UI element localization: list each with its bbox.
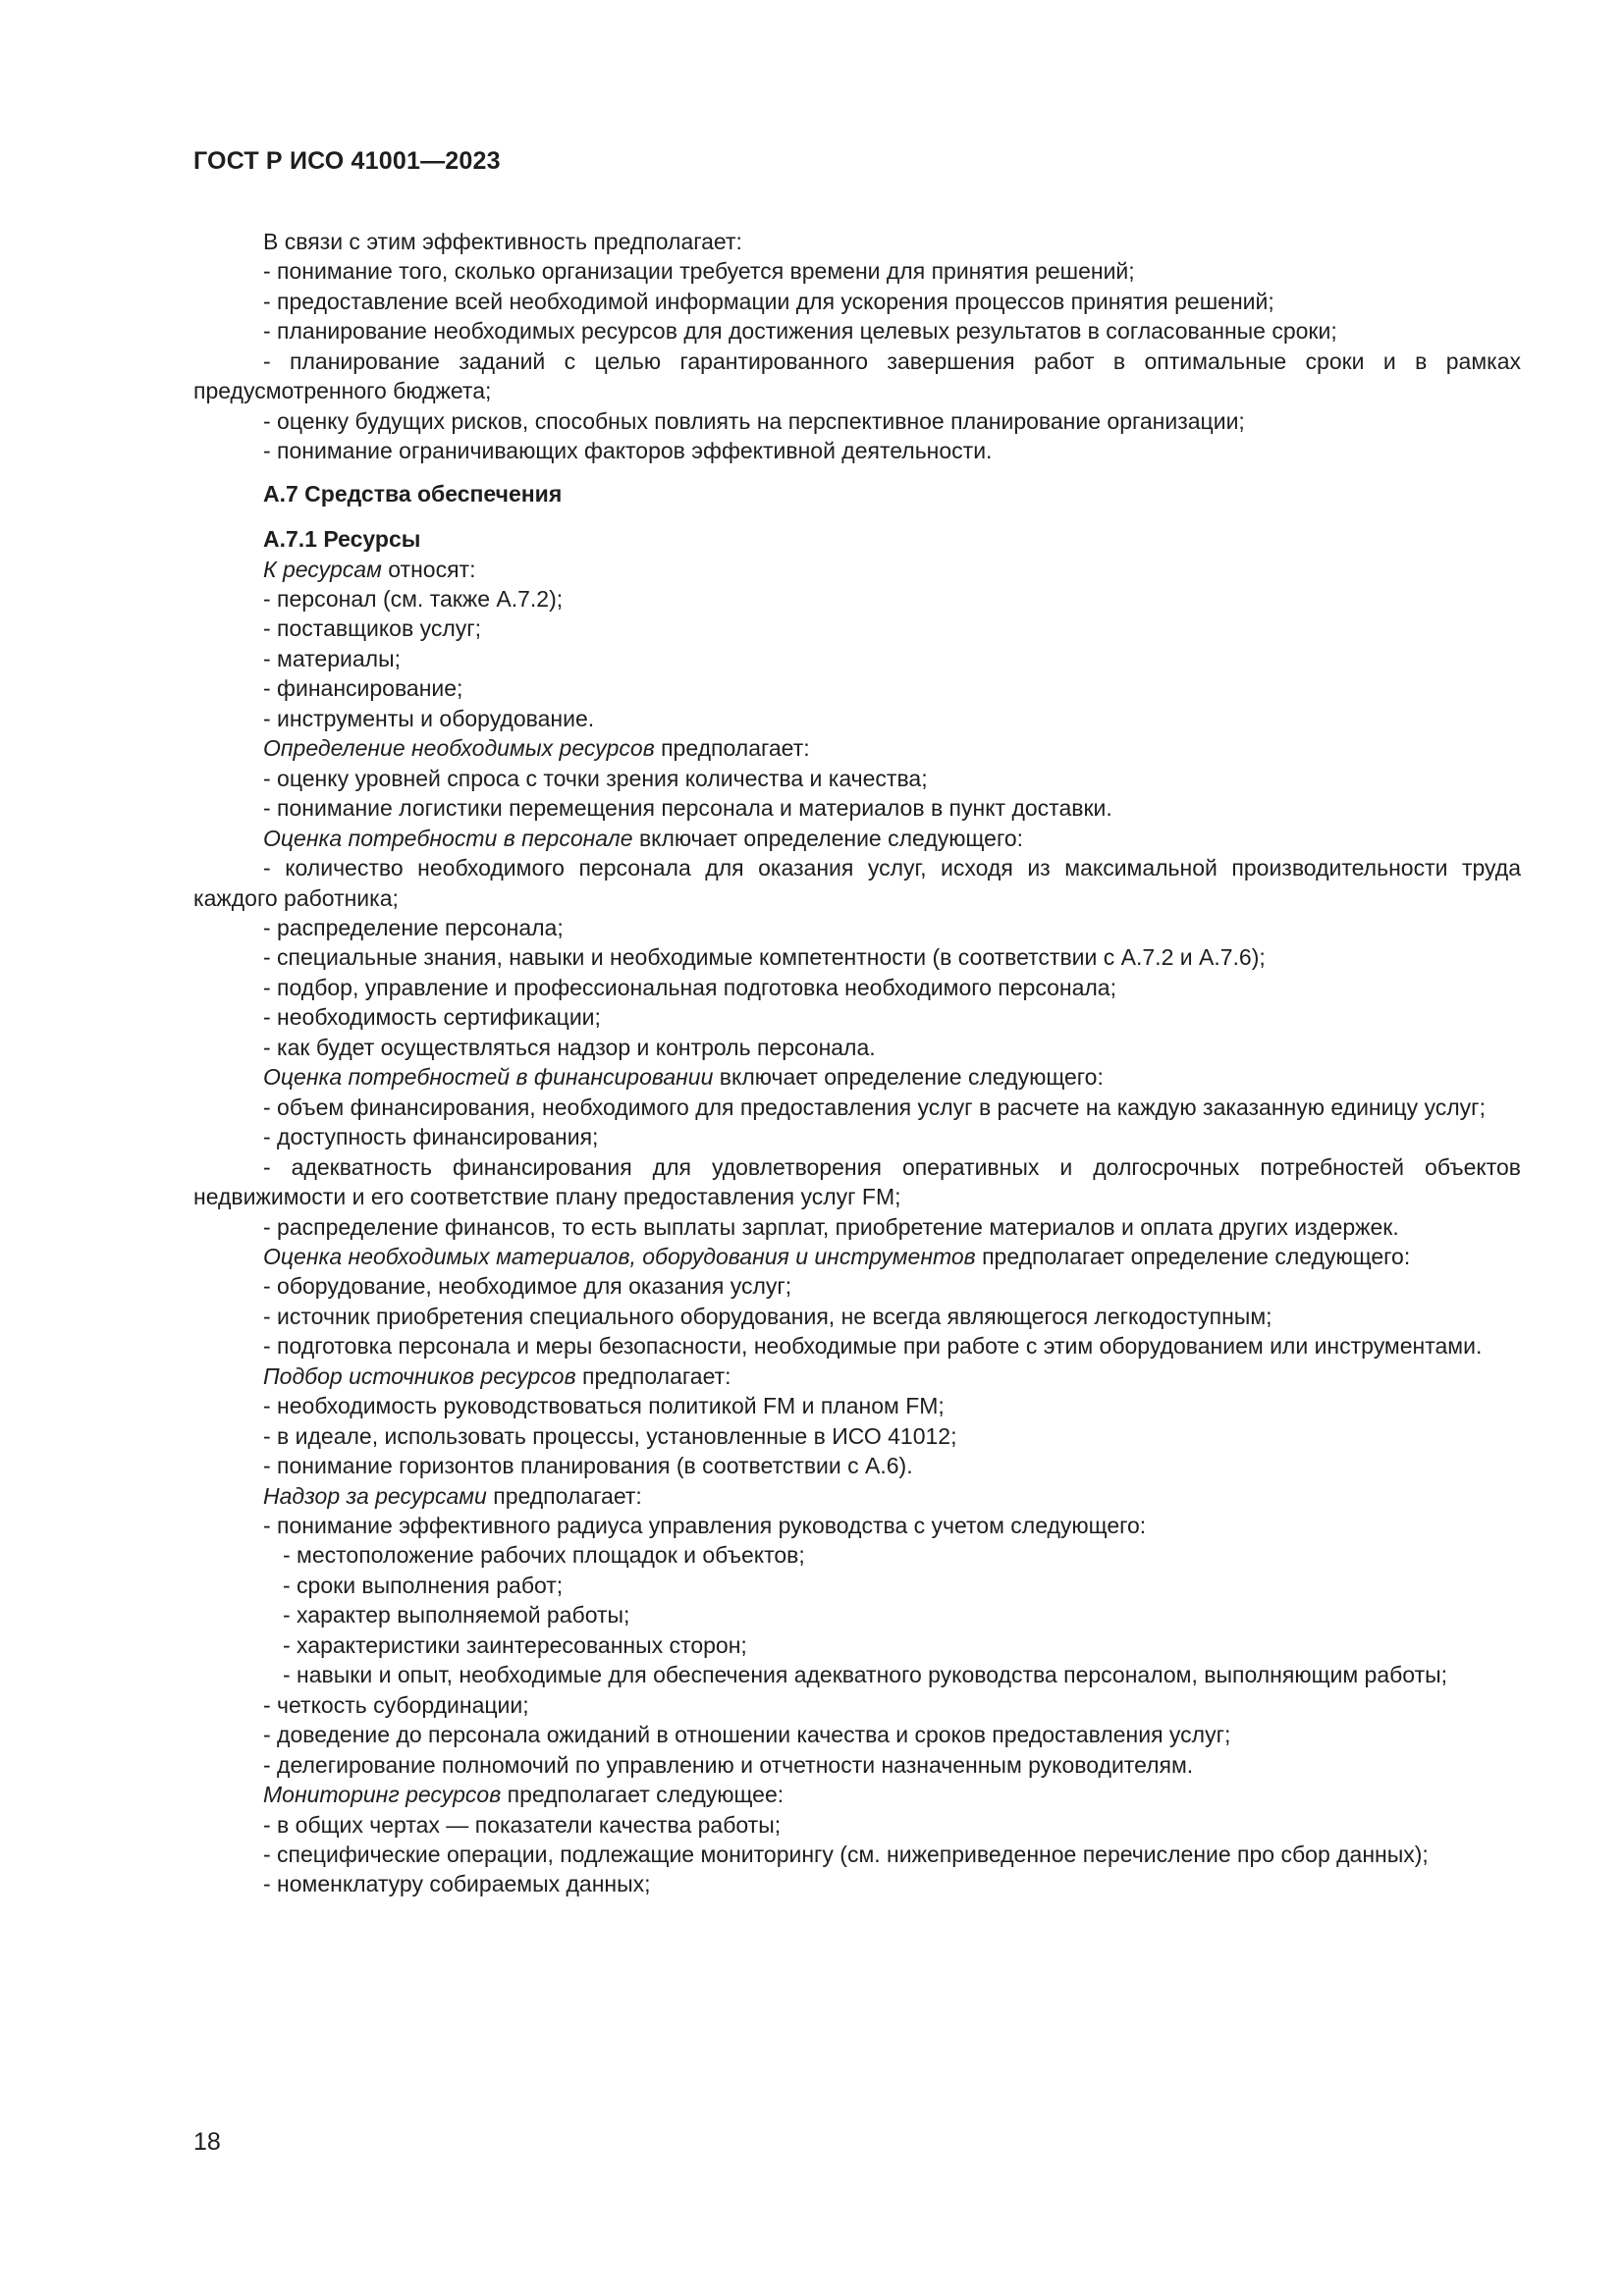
list-item: - планирование заданий с целью гарантированного завершения работ в оптимальные сроки и в рамках предусмотренного бюджета;: [193, 347, 1521, 404]
section-heading-a71: А.7.1 Ресурсы: [263, 526, 421, 553]
sub-list-item: - характеристики заинтересованных сторон;: [283, 1631, 747, 1658]
sub-list-item: - сроки выполнения работ;: [283, 1572, 564, 1598]
list-item: - планирование необходимых ресурсов для достижения целевых результатов в согласованные сроки;: [263, 318, 1337, 345]
list-item: - четкость субординации;: [263, 1691, 529, 1718]
list-item: - необходимость руководствоваться политикой FM и планом FM;: [263, 1393, 945, 1419]
sub-list-item: - местоположение рабочих площадок и объектов;: [283, 1542, 805, 1569]
lead-rest: предполагает:: [575, 1362, 731, 1389]
list-item: - оценку будущих рисков, способных повлиять на перспективное планирование организации;: [263, 407, 1245, 434]
list-item: - понимание логистики перемещения персонала и материалов в пункт доставки.: [263, 795, 1112, 822]
staff-block: [193, 824, 1521, 1063]
list-item: - распределение персонала;: [263, 914, 564, 940]
intro-list: [193, 227, 1521, 466]
lead-rest: предполагает:: [654, 735, 810, 762]
document-body: [193, 227, 1521, 1899]
lead-italic: Оценка необходимых материалов, оборудования и инструментов: [263, 1243, 976, 1269]
lead-italic: Оценка потребности в персонале: [263, 825, 633, 851]
list-item: - оценку уровней спроса с точки зрения количества и качества;: [263, 765, 928, 791]
paragraph-lead: [193, 733, 1521, 763]
list-item: - оборудование, необходимое для оказания услуг;: [263, 1273, 792, 1300]
list-item: - в идеале, использовать процессы, установленные в ИСО 41012;: [263, 1422, 957, 1449]
lead-italic: Оценка потребностей в финансировании: [263, 1064, 714, 1091]
list-item: - предоставление всей необходимой информации для ускорения процессов принятия решений;: [263, 288, 1274, 314]
list-item: - финансирование;: [263, 675, 463, 702]
definition-block: [193, 733, 1521, 823]
lead-italic: К ресурсам: [263, 556, 382, 582]
list-item: - распределение финансов, то есть выплаты зарплат, приобретение материалов и оплата других издержек.: [263, 1213, 1399, 1240]
list-item: - персонал (см. также А.7.2);: [263, 585, 564, 612]
list-item: - подготовка персонала и меры безопасности, необходимые при работе с этим оборудованием или инструментами.: [263, 1333, 1483, 1360]
list-item: - в общих чертах — показатели качества работы;: [263, 1811, 782, 1838]
list-item: - материалы;: [263, 645, 401, 671]
paragraph-lead: [193, 1362, 1521, 1391]
lead-rest: предполагает:: [486, 1482, 642, 1509]
paragraph-lead: [193, 824, 1521, 853]
list-item: - номенклатуру собираемых данных;: [263, 1871, 651, 1897]
lead-italic: Мониторинг ресурсов: [263, 1782, 502, 1808]
sub-list-item: - характер выполняемой работы;: [283, 1602, 630, 1629]
lead-italic: Надзор за ресурсами: [263, 1482, 487, 1509]
paragraph-lead: [193, 1062, 1521, 1092]
resources-block: [193, 555, 1521, 734]
lead-rest: относят:: [381, 556, 476, 582]
sourcing-block: [193, 1362, 1521, 1481]
page-number: 18: [193, 2128, 221, 2156]
materials-block: [193, 1242, 1521, 1362]
lead-rest: предполагает определение следующего:: [975, 1243, 1411, 1269]
paragraph-lead: [193, 1481, 1521, 1511]
monitoring-block: [193, 1780, 1521, 1899]
list-item: - подбор, управление и профессиональная подготовка необходимого персонала;: [263, 974, 1116, 1000]
paragraph-lead: [193, 555, 1521, 584]
sub-list-item: - навыки и опыт, необходимые для обеспечения адекватного руководства персоналом, выполняющим работы;: [283, 1662, 1448, 1688]
list-item: - как будет осуществляться надзор и контроль персонала.: [263, 1034, 876, 1060]
list-item: - понимание того, сколько организации требуется времени для принятия решений;: [263, 258, 1135, 285]
intro-lead: В связи с этим эффективность предполагает:: [263, 229, 742, 254]
list-item: - понимание эффективного радиуса управления руководства с учетом следующего:: [263, 1513, 1147, 1539]
section-heading-a7: А.7 Средства обеспечения: [263, 480, 563, 507]
finance-block: [193, 1062, 1521, 1242]
list-item: - доведение до персонала ожиданий в отношении качества и сроков предоставления услуг;: [263, 1722, 1231, 1748]
document-header-title: ГОСТ Р ИСО 41001—2023: [193, 147, 501, 175]
paragraph-lead: [193, 1780, 1521, 1809]
list-item: - понимание горизонтов планирования (в соответствии с А.6).: [263, 1453, 913, 1479]
list-item: - количество необходимого персонала для оказания услуг, исходя из максимальной производительности труда каждого работника;: [193, 855, 1521, 911]
list-item: - доступность финансирования;: [263, 1124, 599, 1150]
list-item: - специальные знания, навыки и необходимые компетентности (в соответствии с А.7.2 и А.7.6);: [263, 944, 1266, 971]
list-item: - понимание ограничивающих факторов эффективной деятельности.: [263, 438, 993, 464]
list-item: - специфические операции, подлежащие мониторингу (см. нижеприведенное перечисление про сбор данных);: [263, 1842, 1429, 1868]
lead-rest: предполагает следующее:: [501, 1782, 785, 1808]
lead-italic: Подбор источников ресурсов: [263, 1362, 576, 1389]
list-item: - делегирование полномочий по управлению и отчетности назначенным руководителям.: [263, 1751, 1194, 1778]
lead-rest: включает определение следующего:: [632, 825, 1024, 851]
lead-italic: Определение необходимых ресурсов: [263, 735, 655, 762]
list-item: - инструменты и оборудование.: [263, 705, 595, 731]
list-item: - объем финансирования, необходимого для предоставления услуг в расчете на каждую заказанную единицу услуг;: [263, 1094, 1486, 1120]
list-item: - источник приобретения специального оборудования, не всегда являющегося легкодоступным;: [263, 1303, 1272, 1329]
lead-rest: включает определение следующего:: [713, 1064, 1104, 1091]
list-item: - необходимость сертификации;: [263, 1004, 601, 1031]
list-item: - поставщиков услуг;: [263, 615, 482, 642]
supervision-block: [193, 1481, 1521, 1781]
list-item: - адекватность финансирования для удовлетворения оперативных и долгосрочных потребностей объектов недвижимости и его соответствие плану предоставления услуг FM;: [193, 1153, 1521, 1210]
paragraph-lead: [193, 1242, 1521, 1271]
